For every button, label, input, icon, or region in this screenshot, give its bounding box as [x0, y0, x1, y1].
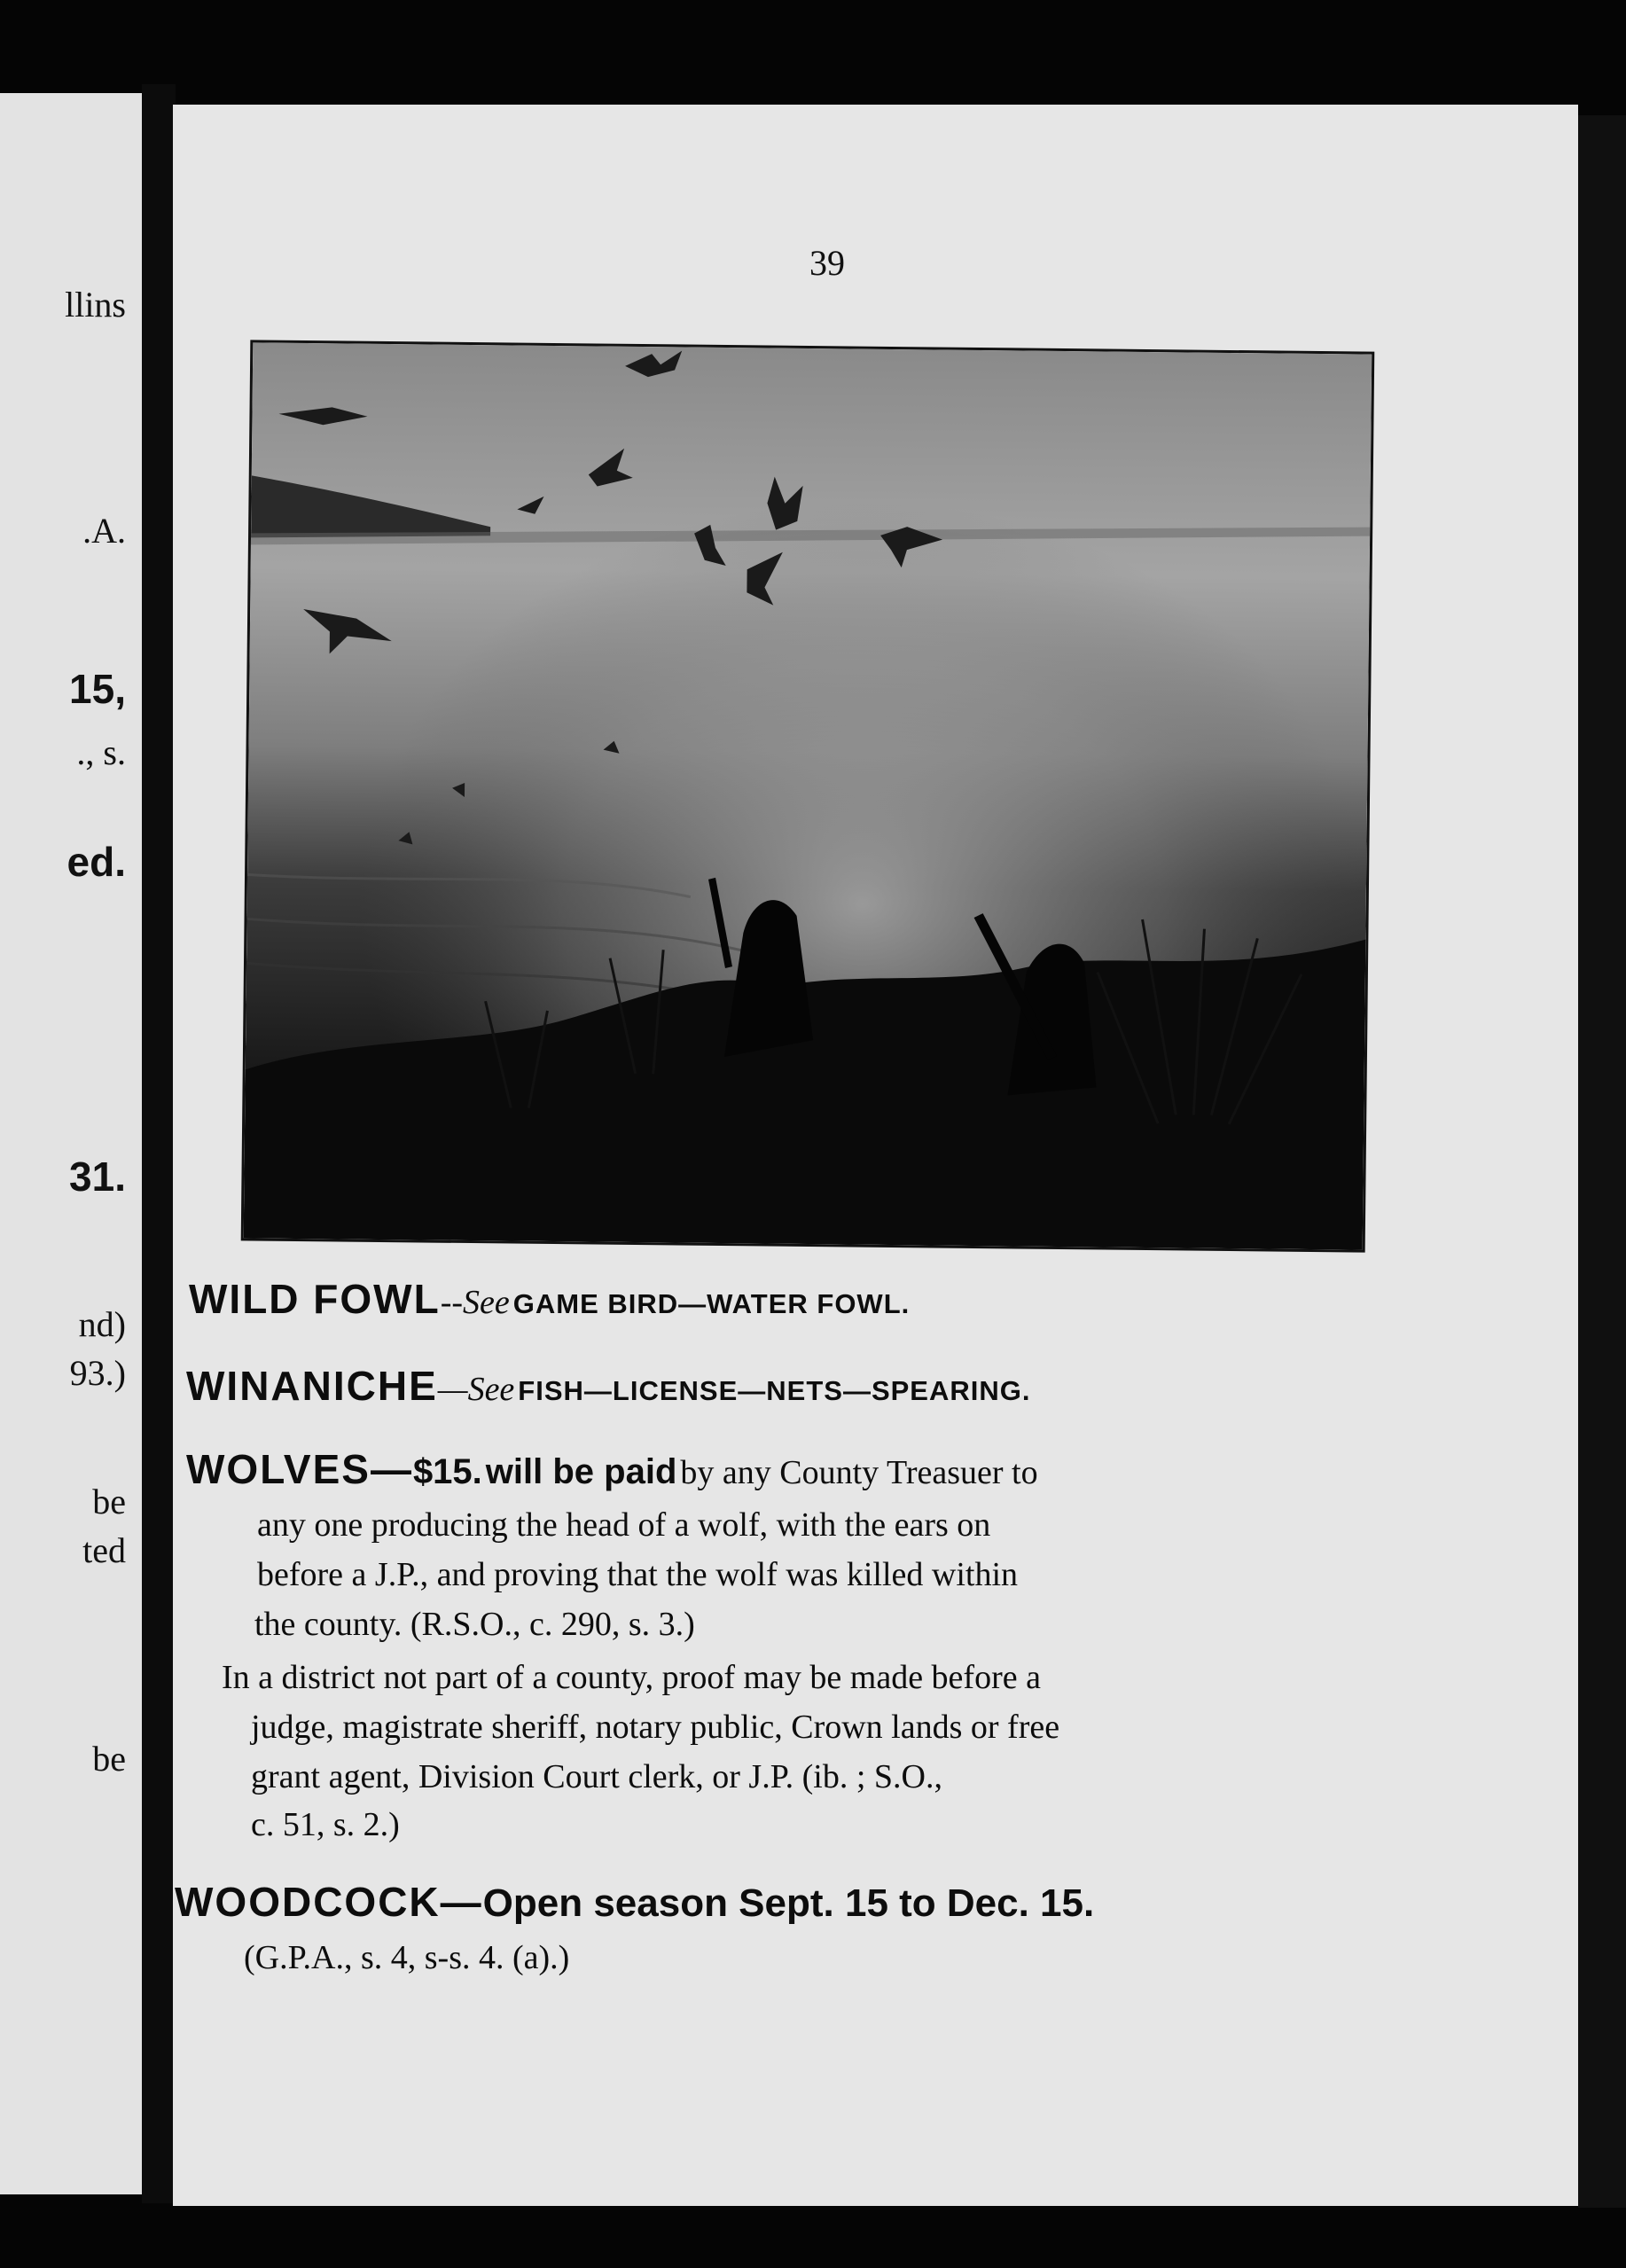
open-season-text: Open season Sept. 15 to Dec. 15. — [482, 1881, 1095, 1925]
entry-text-line: before a J.P., and proving that the wolf was killed within — [257, 1556, 1019, 1593]
facing-text-fragment: 15, — [69, 666, 126, 712]
entry-text-line: the county. (R.S.O., c. 290, s. 3.) — [254, 1606, 695, 1643]
entry-text-line: In a district not part of a county, proof may be made before a — [222, 1659, 1041, 1696]
entry-text-line: judge, magistrate sheriff, notary public, Crown lands or free — [251, 1709, 1060, 1746]
book-page — [173, 105, 1578, 2206]
wild-fowl-photograph — [241, 340, 1375, 1252]
facing-text-fragment: llins — [65, 285, 126, 325]
entry-headword: WOLVES — [186, 1446, 371, 1492]
bounty-amount: $15. — [412, 1452, 482, 1491]
book-gutter — [142, 84, 176, 2203]
entry-text-line: by any County Treasuer to — [680, 1454, 1038, 1491]
hunting-scene-illustration — [244, 342, 1372, 1249]
see-reference-label: See — [463, 1284, 510, 1321]
see-reference-label: See — [467, 1371, 515, 1408]
entry-dash: -- — [440, 1284, 464, 1321]
facing-text-fragment: ted — [82, 1530, 126, 1570]
facing-text-fragment: nd) — [78, 1304, 126, 1344]
facing-text-fragment: ed. — [66, 839, 126, 885]
facing-text-fragment: .A. — [82, 511, 126, 551]
facing-text-fragment: be — [92, 1482, 126, 1521]
facing-text-fragment: 93.) — [69, 1353, 126, 1393]
page-number: 39 — [809, 243, 845, 283]
entry-woodcock — [175, 1878, 1094, 1926]
entry-headword: WINANICHE — [186, 1363, 438, 1409]
entry-text-line: any one producing the head of a wolf, with the ears on — [257, 1506, 991, 1544]
entry-text-line: grant agent, Division Court clerk, or J.P. (ib. ; S.O., — [251, 1758, 942, 1795]
facing-text-fragment: be — [92, 1739, 126, 1779]
page-edge-shadow — [1578, 115, 1626, 2208]
statute-citation: (G.P.A., s. 4, s-s. 4. (a).) — [244, 1939, 570, 1976]
entry-dash: — — [440, 1879, 483, 1925]
facing-page-fragment — [0, 93, 142, 2194]
cross-reference: GAME BIRD—WATER FOWL. — [512, 1288, 911, 1319]
entry-wolves-first-line — [186, 1445, 1038, 1498]
entry-headword: WILD FOWL — [189, 1276, 441, 1322]
bounty-paid-phrase: will be paid — [485, 1452, 677, 1491]
entry-headword: WOODCOCK — [175, 1879, 441, 1925]
entry-text-line: c. 51, s. 2.) — [251, 1806, 400, 1843]
entry-dash: — — [437, 1371, 468, 1408]
entry-wild-fowl — [189, 1275, 910, 1323]
entry-dash: — — [370, 1446, 413, 1492]
entry-winaniche — [186, 1362, 1030, 1410]
facing-text-fragment: 31. — [69, 1154, 126, 1200]
cross-reference: FISH—LICENSE—NETS—SPEARING. — [518, 1375, 1031, 1406]
facing-text-fragment: ., s. — [76, 732, 126, 772]
